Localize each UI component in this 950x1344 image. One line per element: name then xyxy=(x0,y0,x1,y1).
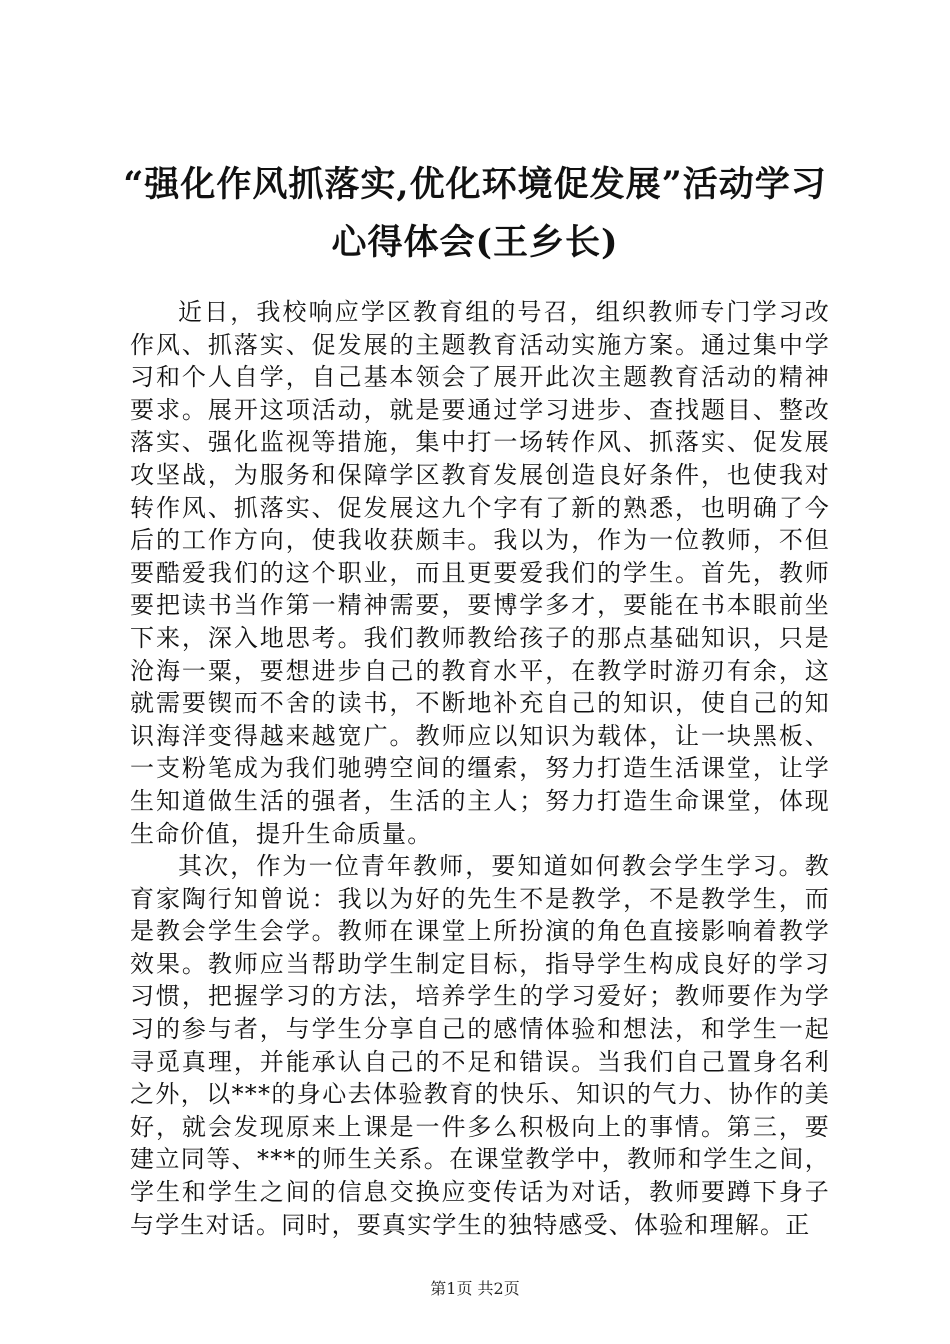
paragraph-2: 其次，作为一位青年教师，要知道如何教会学生学习。教育家陶行知曾说：我以为好的先生不是教学，不是教学生，而是教会学生会学。教师在课堂上所扮演的角色直接影响着教学效果。教师应当帮助学生制定目标，指导学生构成良好的学习习惯，把握学习的方法，培养学生的学习爱好；教师要作为学习的参与者，与学生分享自己的感情体验和想法，和学生一起寻觅真理，并能承认自己的不足和错误。当我们自己置身名利之外，以***的身心去体验教育的快乐、知识的气力、协作的美好，就会发现原来上课是一件多么积极向上的事情。第三，要建立同等、***的师生关系。在课堂教学中，教师和学生之间，学生和学生之间的信息交换应变传话为对话，教师要蹲下身子与学生对话。同时，要真实学生的独特感受、体验和理解。正 xyxy=(130,852,830,1239)
page-number-footer: 第1页 共2页 xyxy=(430,1279,520,1298)
document-title: “强化作风抓落实,优化环境促发展”活动学习心得体会(王乡长) xyxy=(123,164,827,263)
paragraph-1: 近日，我校响应学区教育组的号召，组织教师专门学习改作风、抓落实、促发展的主题教育活动实施方案。通过集中学习和个人自学，自己基本领会了展开此次主题教育活动的精神要求。展开这项活动，就是要通过学习进步、查找题目、整改落实、强化监视等措施，集中打一场转作风、抓落实、促发展攻坚战，为服务和保障学区教育发展创造良好条件，也使我对转作风、抓落实、促发展这九个字有了新的熟悉，也明确了今后的工作方向，使我收获颇丰。我以为，作为一位教师，不但要酷爱我们的这个职业，而且更要爱我们的学生。首先，教师要把读书当作第一精神需要，要博学多才，要能在书本眼前坐下来，深入地思考。我们教师教给孩子的那点基础知识，只是沧海一粟，要想进步自己的教育水平，在教学时游刃有余，这就需要锲而不舍的读书，不断地补充自己的知识，使自己的知识海洋变得越来越宽广。教师应以知识为载体，让一块黑板、一支粉笔成为我们驰骋空间的缰索，努力打造生活课堂，让学生知道做生活的强者，生活的主人；努力打造生命课堂，体现生命价值，提升生命质量。 xyxy=(130,298,830,848)
document-body xyxy=(130,296,830,1241)
